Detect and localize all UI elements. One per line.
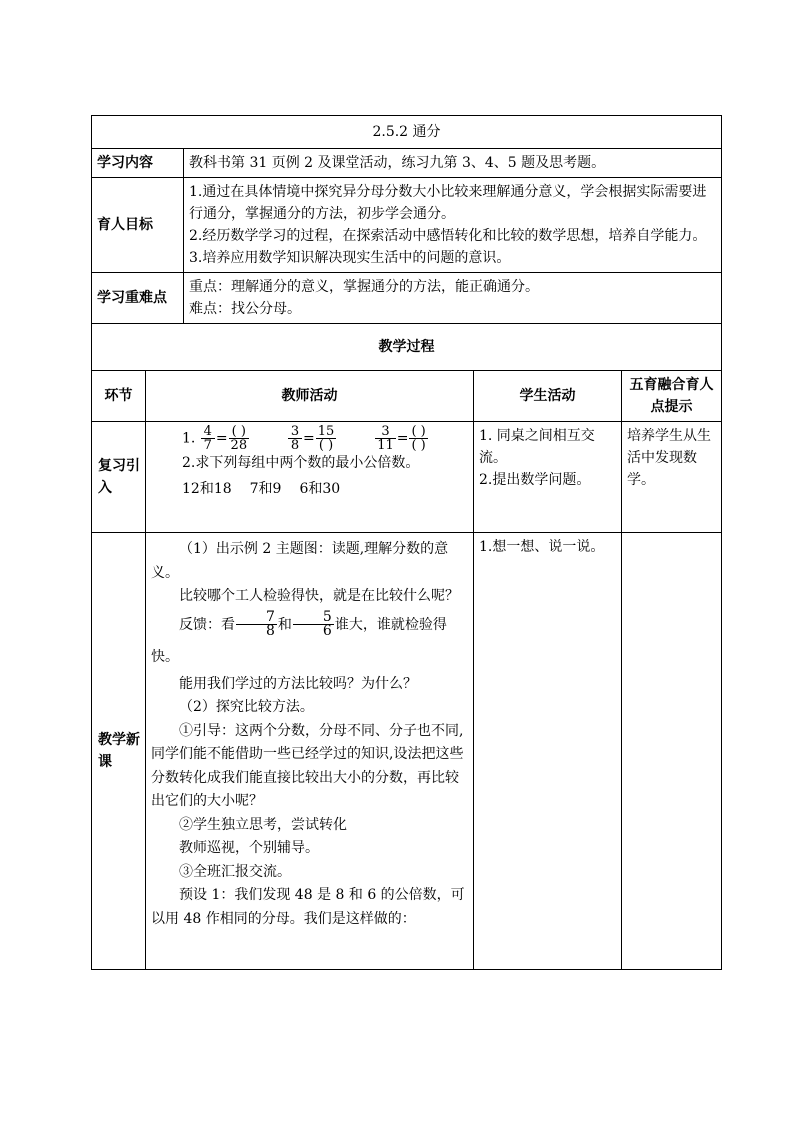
- goals-label: 育人目标: [92, 178, 184, 273]
- fraction: $\frac{( )}{( )}$: [411, 424, 426, 453]
- fraction: $\frac{4}{7}$: [201, 425, 215, 452]
- goals-cell: [184, 178, 722, 273]
- teacher-paragraph: ①引导：这两个分数，分母不同、分子也不同,同学们能不能借助一些已经学过的知识,设法把这些分数转化成我们能直接比较出大小的分数，再比较出它们的大小呢？: [151, 722, 464, 809]
- fraction: $\frac{5}{6}$: [293, 611, 334, 638]
- key-points-row: [92, 273, 722, 324]
- goal-item: 2.经历数学学习的过程，在探索活动中感悟转化和比较的数学思想，培养自学能力。: [189, 228, 707, 244]
- fraction: $\frac{7}{8}$: [236, 611, 277, 638]
- teacher-paragraph: 能用我们学过的方法比较吗？为什么？: [179, 675, 417, 692]
- goal-item: 1.通过在具体情境中探究异分母分数大小比较来理解通分意义，学会根据实际需要进行通分，掌握通分的方法，初步学会通分。: [189, 184, 707, 222]
- title-row: [92, 116, 722, 149]
- student-activity: 2.提出数学问题。: [479, 472, 591, 488]
- lesson-plan-table: [91, 115, 722, 970]
- review-student-cell: [474, 422, 622, 533]
- goal-item: 3.培养应用数学知识解决现实生活中的问题的意识。: [189, 250, 511, 266]
- header-tips: 五育融合育人点提示: [622, 371, 722, 422]
- teacher-paragraph: 教师巡视，个别辅导。: [179, 840, 319, 856]
- review-tips-cell: 培养学生从生活中发现数学。: [622, 422, 722, 533]
- fraction: $\frac{3}{8}$: [288, 425, 302, 452]
- learning-content-text: 教科书第 31 页例 2 及课堂活动，练习九第 3、4、5 题及思考题。: [184, 149, 722, 178]
- teacher-paragraph: 比较哪个工人检验得快，就是在比较什么呢？: [179, 588, 459, 604]
- fraction: $\frac{( )}{28}$: [230, 424, 248, 453]
- equals-sign: =: [215, 430, 228, 447]
- new-lesson-student-cell: 1.想一想、说一说。: [474, 533, 622, 970]
- process-title-row: [92, 324, 722, 371]
- learning-content-label: 学习内容: [92, 149, 184, 178]
- goals-row: [92, 178, 722, 273]
- header-stage: 环节: [92, 371, 146, 422]
- lcm-groups: [182, 478, 468, 500]
- fraction: $\frac{15}{( )}$: [317, 424, 335, 453]
- teacher-paragraph: ③全班汇报交流。: [179, 863, 291, 880]
- teacher-paragraph: 预设 1：我们发现 48 是 8 和 6 的公倍数，可以用 48 作相同的分母。我们是这样做的：: [151, 887, 465, 927]
- review-stage-label: 复习引入: [92, 422, 146, 533]
- header-student: 学生活动: [474, 371, 622, 422]
- equals-sign: =: [396, 430, 409, 447]
- student-activity: 1. 同桌之间相互交流。: [479, 428, 595, 466]
- key-points-label: 学习重难点: [92, 273, 184, 324]
- review-teacher-cell: [146, 422, 474, 533]
- column-header-row: [92, 371, 722, 422]
- teacher-paragraph: （1）出示例 2 主题图：读题,理解分数的意义。: [151, 541, 449, 581]
- question-number: 1.: [182, 430, 196, 447]
- lcm-question: 2.求下列每组中两个数的最小公倍数。: [182, 455, 420, 471]
- lcm-group: 7和9: [249, 481, 282, 497]
- key-points-cell: [184, 273, 722, 324]
- review-row: [92, 422, 722, 533]
- difficulty-point: 难点：找公分母。: [189, 301, 301, 317]
- new-lesson-teacher-cell: [146, 533, 474, 970]
- new-lesson-row: [92, 533, 722, 970]
- fraction: $\frac{3}{11}$: [377, 424, 394, 453]
- equals-sign: =: [303, 430, 315, 447]
- lcm-group: 6和30: [299, 481, 341, 497]
- header-teacher: 教师活动: [146, 371, 474, 422]
- learning-content-row: [92, 149, 722, 178]
- key-point: 重点：理解通分的意义，掌握通分的方法，能正确通分。: [189, 279, 539, 295]
- new-lesson-tips-cell: [622, 533, 722, 970]
- new-lesson-stage-label: 教学新课: [92, 533, 146, 970]
- fraction-exercise: [182, 425, 468, 452]
- teacher-paragraph: （2）探究比较方法。: [179, 699, 314, 715]
- lcm-group: 12和18: [182, 481, 232, 497]
- lesson-plan: [91, 115, 721, 970]
- process-title: 教学过程: [92, 324, 722, 371]
- teacher-paragraph: ②学生独立思考，尝试转化: [179, 816, 347, 833]
- teacher-paragraph: 反馈：看 $\frac{7}{8}$ 和 $\frac{5}{6}$ 谁大，谁就检验得快。: [151, 609, 447, 665]
- lesson-title: 2.5.2 通分: [92, 116, 722, 149]
